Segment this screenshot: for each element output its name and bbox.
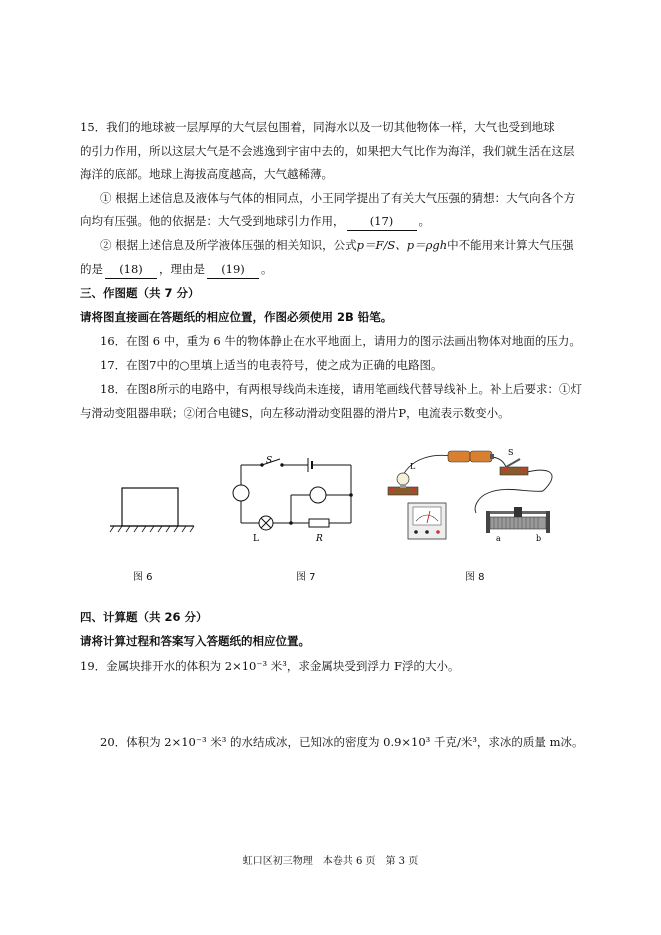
q15-line1: 15．我们的地球被一层厚厚的大气层包围着，同海水以及一切其他物体一样，大气也受到地球 bbox=[80, 120, 555, 134]
fig8-caption: 图 8 bbox=[465, 572, 485, 583]
figure-7 bbox=[226, 455, 361, 545]
figure-8 bbox=[378, 435, 563, 550]
fig8-label-L: L bbox=[410, 462, 416, 471]
ammeter-device bbox=[408, 503, 446, 539]
page-footer: 虹口区初三物理 本卷共 6 页 第 3 页 bbox=[242, 856, 419, 867]
fig7-label-R: R bbox=[316, 534, 323, 544]
q15-part2-line1 bbox=[100, 236, 605, 254]
q15-part1-line2: 向均有压强。他的依据是：大气受到地球引力作用， (17) 。 bbox=[80, 212, 585, 231]
q18-line1: 18．在图8所示的电路中，有两根导线尚未连接，请用笔画线代替导线补上。补上后要求：①灯 bbox=[100, 382, 582, 396]
answer-blank-18: (18) bbox=[105, 260, 157, 279]
battery-device bbox=[448, 451, 494, 462]
fig8-label-S: S bbox=[508, 448, 514, 457]
q19-text: 19．金属块排开水的体积为 2×10⁻³ 米³，求金属块受到浮力 F浮的大小。 bbox=[80, 659, 460, 673]
q15-part2-text: ② 根据上述信息及所学液体压强的相关知识，公式 bbox=[100, 238, 357, 252]
meter-circle-right bbox=[310, 487, 326, 503]
fig8-label-b: b bbox=[536, 534, 542, 543]
q15-line3: 海洋的底部。地球上海拔高度越高，大气越稀薄。 bbox=[80, 167, 333, 181]
figure-6 bbox=[108, 478, 196, 538]
q15-part2-line2-mid: ，理由是 bbox=[159, 262, 205, 276]
q15-part1-line1: ① 根据上述信息及液体与气体的相同点，小王同学提出了有关大气压强的猜想：大气向各个方 bbox=[100, 191, 576, 205]
wire-to-rheostat bbox=[475, 489, 543, 513]
fig6-caption: 图 6 bbox=[133, 572, 153, 583]
section3-title: 三、作图题（共 7 分） bbox=[80, 286, 200, 300]
formula: p＝F/S、p＝ρgh bbox=[356, 238, 448, 252]
q15-part2-line2-pre: 的是 bbox=[80, 262, 103, 276]
fig8-label-a: a bbox=[496, 534, 501, 543]
lamp-device bbox=[388, 473, 418, 495]
q17-text: 17．在图7中的○里填上适当的电表符号，使之成为正确的电路图。 bbox=[100, 358, 443, 372]
q18-line2: 与滑动变阻器串联；②闭合电键S，向左移动滑动变阻器的滑片P，电流表示数变小。 bbox=[80, 406, 510, 420]
q15-line2: 的引力作用，所以这层大气是不会逃逸到宇宙中去的，如果把大气比作为海洋，我们就生活在这层 bbox=[80, 144, 575, 158]
answer-blank-19: (19) bbox=[207, 260, 259, 279]
switch-device bbox=[500, 459, 528, 475]
block bbox=[122, 488, 178, 526]
q15-part1-text: 向均有压强。他的依据是：大气受到地球引力作用， bbox=[80, 214, 345, 228]
fig7-label-L: L bbox=[253, 534, 259, 544]
ground-hatch bbox=[110, 526, 194, 532]
q20-text: 20．体积为 2×10⁻³ 米³ 的水结成冰，已知冰的密度为 0.9×10³ 千克/米³，求冰的质量 m冰。 bbox=[100, 735, 584, 749]
section4-title: 四、计算题（共 26 分） bbox=[80, 610, 208, 624]
q15-part2-line2: 的是 (18) ，理由是 (19) 。 bbox=[80, 260, 585, 279]
resistor-symbol bbox=[309, 519, 329, 527]
answer-blank-17: (17) bbox=[347, 212, 417, 231]
fig7-caption: 图 7 bbox=[296, 572, 316, 583]
q16-text: 16．在图 6 中，重为 6 牛的物体静止在水平地面上，请用力的图示法画出物体对地面的压力。 bbox=[100, 334, 581, 348]
meter-circle-left bbox=[233, 485, 249, 501]
q15-part2-text-post: 中不能用来计算大气压强 bbox=[447, 238, 574, 252]
fig7-label-S: S bbox=[266, 456, 273, 466]
section4-instruction: 请将计算过程和答案写入答题纸的相应位置。 bbox=[80, 634, 310, 648]
section3-instruction: 请将图直接画在答题纸的相应位置，作图必须使用 2B 铅笔。 bbox=[80, 310, 393, 324]
rheostat-device bbox=[486, 507, 550, 533]
